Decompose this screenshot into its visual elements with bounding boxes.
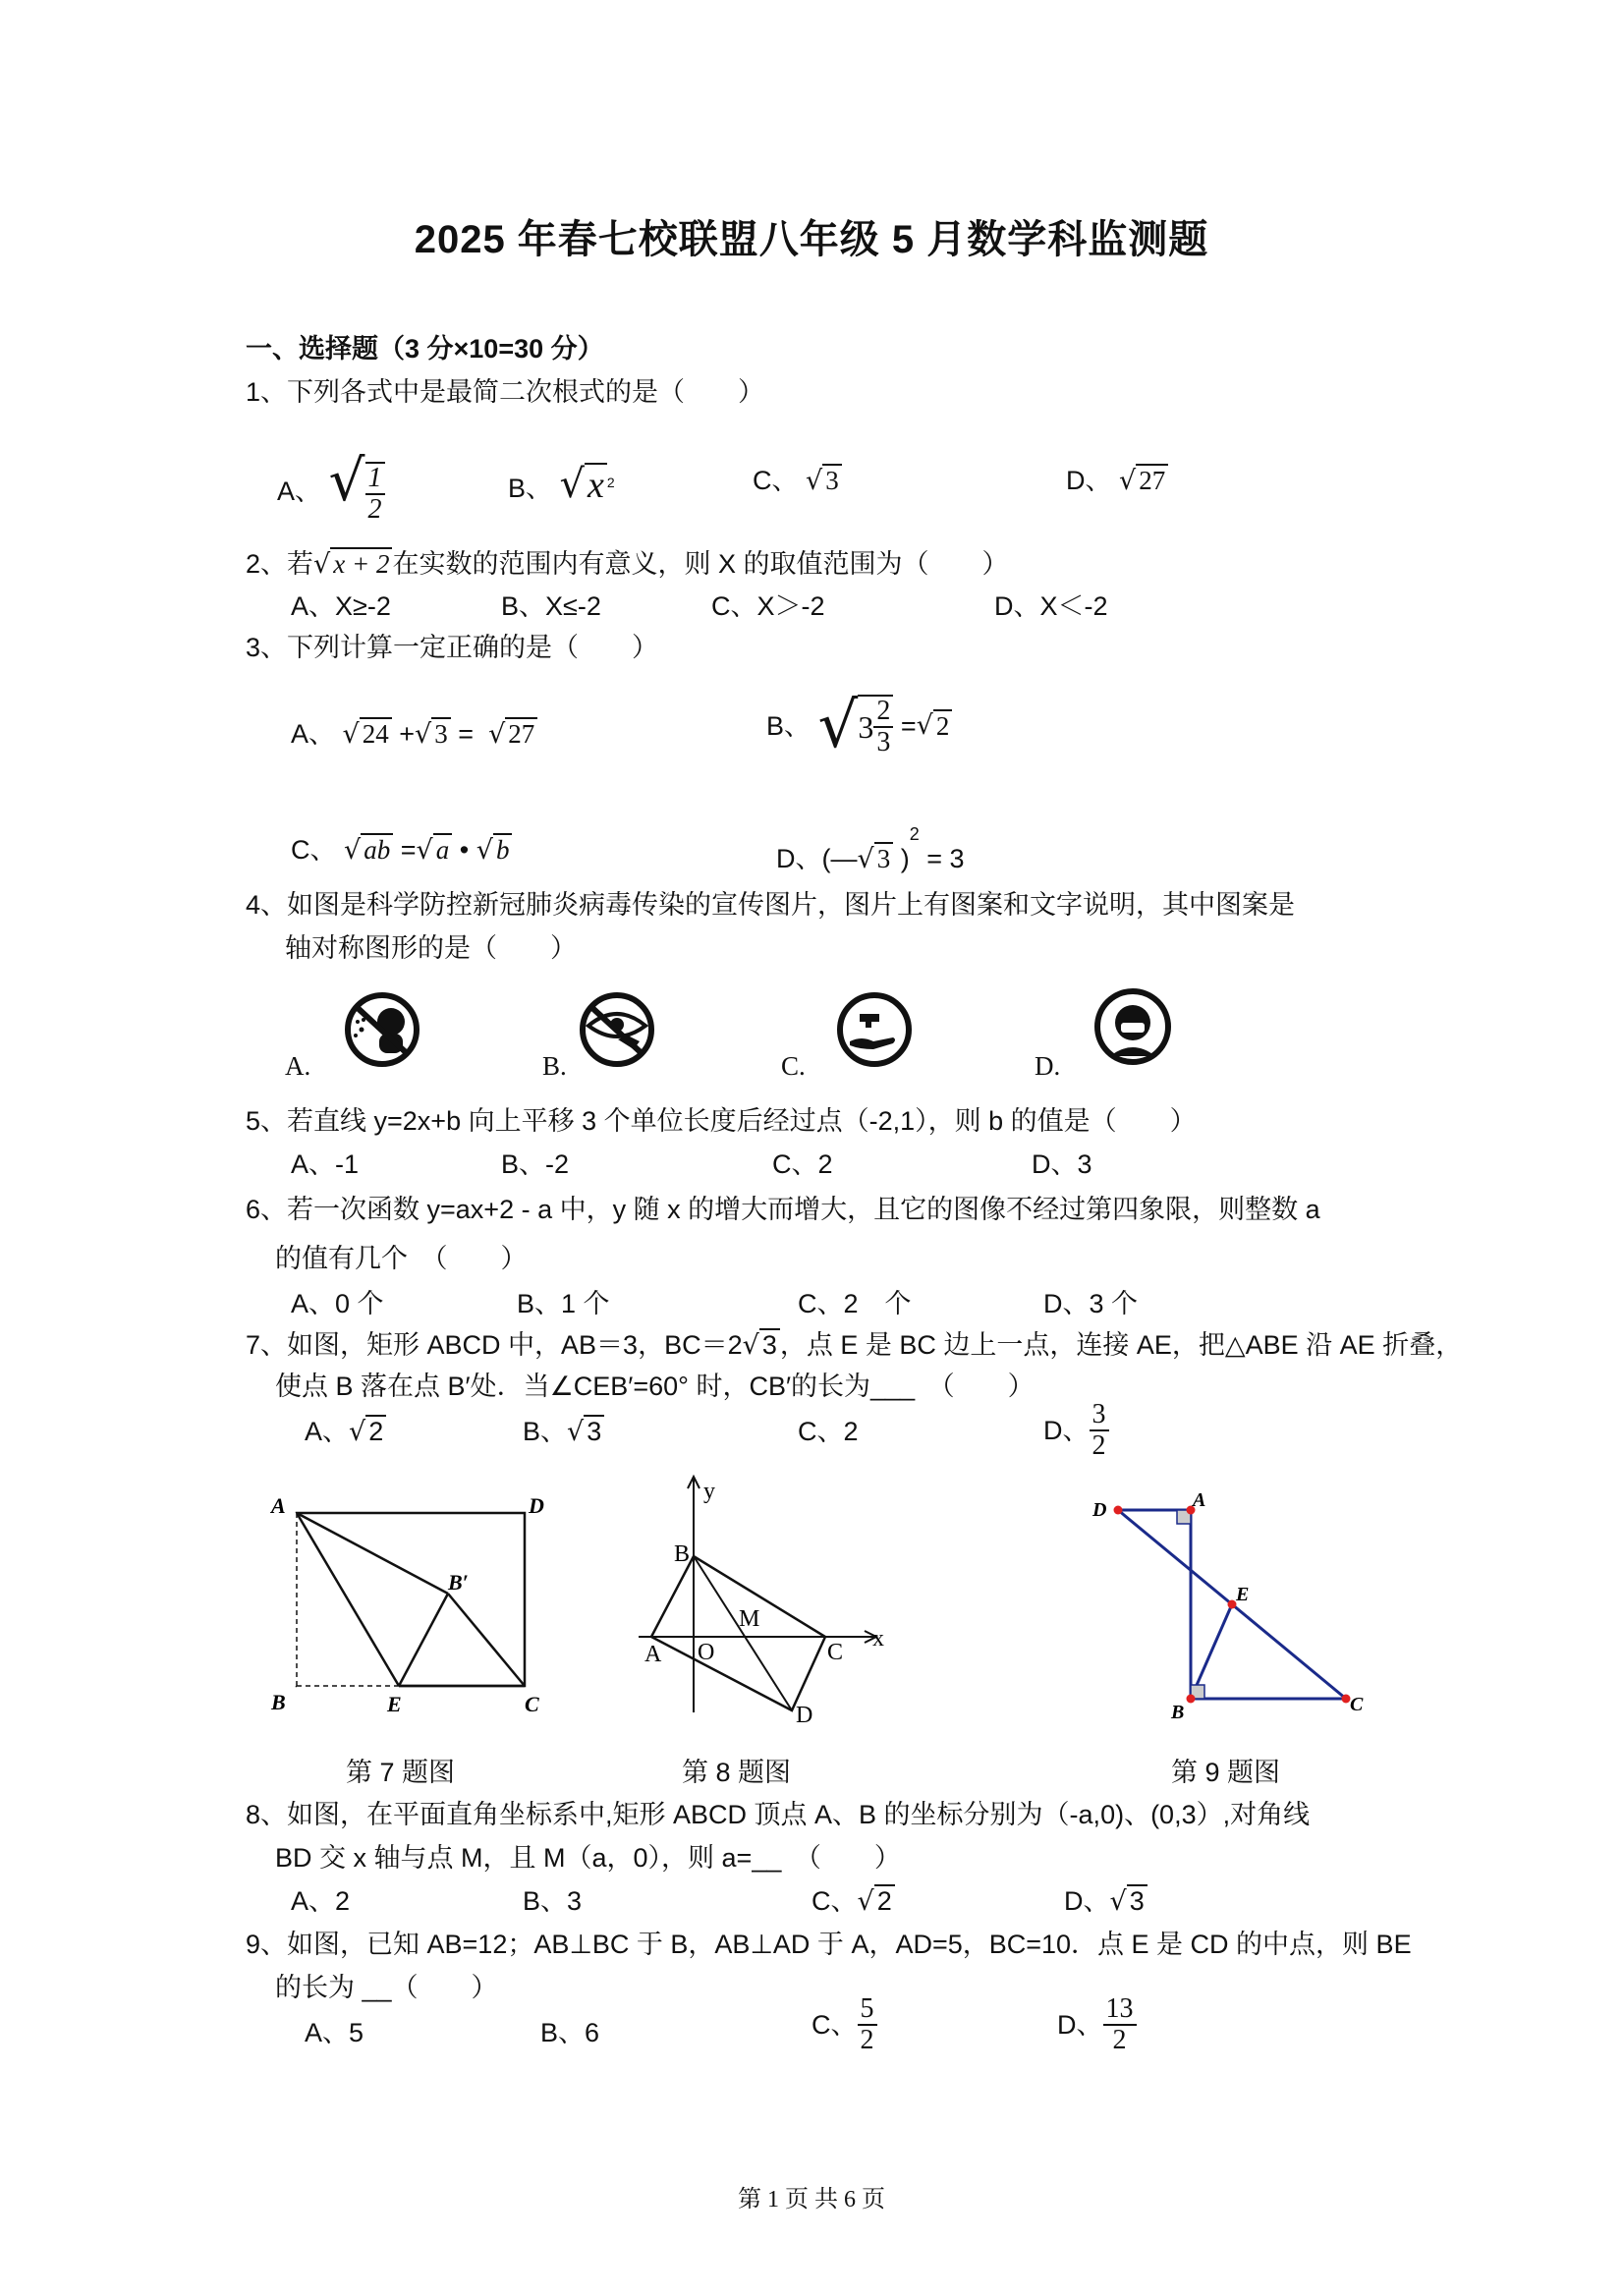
- section-heading: 一、选择题（3 分×10=30 分）: [246, 334, 604, 364]
- q1-option-a: [277, 447, 385, 525]
- fig8-label-a: A: [644, 1642, 662, 1667]
- fig8-label-b: B: [674, 1541, 691, 1567]
- q9-option-c: [812, 1994, 877, 2055]
- q8-c-label: C、: [812, 1886, 858, 1916]
- q7-b-rad: 3: [584, 1415, 604, 1446]
- q7-d-den: 2: [1091, 1430, 1106, 1461]
- q9-line2: 的长为 __（ ）: [275, 1973, 498, 2002]
- q7-a-rad: 2: [365, 1415, 386, 1446]
- fig7-label-b: B: [271, 1690, 286, 1714]
- figure-8: [609, 1469, 904, 1734]
- fig8-label-x: x: [872, 1626, 884, 1652]
- q3-option-c: C、 √ ab =√ a • √ b: [291, 833, 512, 868]
- q1-d-rad: 27: [1136, 464, 1168, 495]
- q4-line1: 4、如图是科学防控新冠肺炎病毒传染的宣传图片，图片上有图案和文字说明，其中图案是: [246, 890, 1296, 920]
- no-touch-eye-icon: [575, 992, 659, 1067]
- q1-c-rad: 3: [822, 464, 842, 495]
- q9-d-num: 13: [1103, 1994, 1137, 2026]
- fig9-label-d: D: [1092, 1499, 1107, 1521]
- q6-option-c: C、2 个: [798, 1289, 912, 1318]
- no-spray-icon: [340, 992, 424, 1067]
- q6-line2: 的值有几个 （ ）: [275, 1244, 528, 1273]
- q3-a-label: A、: [291, 719, 336, 749]
- q3-stem: 3、下列计算一定正确的是（ ）: [246, 633, 659, 662]
- q3-option-a: A、 √ 24 +√ 3 = √ 27: [291, 717, 537, 752]
- q8-option-b: B、3: [523, 1886, 583, 1916]
- q7-line1-pre: 7、如图，矩形 ABCD 中，AB＝3，BC＝2: [246, 1330, 743, 1360]
- q3-c-r3: b: [493, 833, 513, 865]
- fig7-label-a: A: [271, 1493, 286, 1518]
- q9-c-label: C、: [812, 2010, 858, 2040]
- fig8-label-o: O: [698, 1640, 715, 1665]
- q7-line1-rad: 3: [759, 1328, 780, 1360]
- q1-b-exp: 2: [606, 475, 615, 490]
- q5-stem: 5、若直线 y=2x+b 向上平移 3 个单位长度后经过点（-2,1），则 b 的值是（ ）: [246, 1106, 1197, 1136]
- fig8-label-d: D: [796, 1703, 813, 1728]
- q1-option-b: B、 √x $^2$: [508, 462, 615, 507]
- q6-option-d: D、3 个: [1043, 1289, 1139, 1318]
- figure-7-caption: 第 7 题图: [346, 1758, 456, 1787]
- q7-d-num: 3: [1090, 1400, 1109, 1431]
- figure-9-caption: 第 9 题图: [1171, 1758, 1281, 1787]
- q5-option-c: C、2: [772, 1149, 833, 1179]
- q3-a-eq: =: [458, 719, 475, 749]
- q7-option-b: B、√ 3: [523, 1415, 604, 1449]
- q5-option-a: A、-1: [291, 1149, 360, 1179]
- q8-line2: BD 交 x 轴与点 M，且 M（a，0），则 a=__ （ ）: [275, 1843, 901, 1873]
- q4-option-b: B.: [542, 1051, 567, 1081]
- q2-option-c: C、X＞-2: [711, 591, 825, 621]
- fig8-label-c: C: [827, 1640, 844, 1665]
- q9-d-den: 2: [1112, 2025, 1127, 2055]
- q2-stem-pre: 2、若: [246, 549, 314, 579]
- figure-7: [265, 1484, 560, 1719]
- q2-option-b: B、X≤-2: [501, 591, 601, 621]
- q3-b-den: 3: [876, 727, 891, 757]
- q1-b-label: B、: [508, 474, 553, 503]
- q1-option-d: D、 √ 27: [1066, 464, 1168, 498]
- q3-a-plus: +: [399, 719, 416, 749]
- q3-option-b: B、 √ 3 $\frac{2}{3}$ =√ 2: [766, 695, 952, 757]
- q7-line1: 7、如图，矩形 ABCD 中，AB＝3，BC＝2√ 3 ，点 E 是 BC 边上一点，连接 AE，把△ABE 沿 AE 折叠，: [246, 1330, 1463, 1361]
- q9-c-num: 5: [858, 1994, 877, 2026]
- q7-b-label: B、: [523, 1417, 568, 1446]
- q1-c-label: C、: [753, 466, 799, 495]
- q3-c-eq: =: [400, 835, 417, 865]
- q3-option-d: D、(—√ 3 )$^2$ = 3: [776, 824, 965, 874]
- q4-option-d: D.: [1035, 1051, 1061, 1081]
- q3-d-eq: = 3: [926, 844, 965, 873]
- mask-wearing-icon: [1091, 987, 1175, 1066]
- q9-d-label: D、: [1057, 2010, 1103, 2040]
- q6-option-b: B、1 个: [517, 1289, 610, 1318]
- hand-washing-icon: [832, 992, 917, 1067]
- q1-d-label: D、: [1066, 466, 1112, 495]
- q9-option-a: A、5: [305, 2018, 364, 2047]
- q1-a-den: 2: [367, 494, 382, 525]
- fig7-label-c: C: [525, 1692, 539, 1716]
- q7-d-label: D、: [1043, 1416, 1090, 1445]
- q3-b-eq: =: [900, 711, 917, 741]
- q3-d-label: D、(—: [776, 844, 858, 873]
- q8-option-a: A、2: [291, 1886, 351, 1916]
- q2-option-a: A、X≥-2: [291, 591, 391, 621]
- q3-c-r1: ab: [361, 833, 393, 865]
- page-footer: 第 1 页 共 6 页: [738, 2187, 885, 2212]
- q2-rad: x + 2: [330, 547, 392, 579]
- q3-c-label: C、: [291, 835, 337, 865]
- figure-9: [1081, 1479, 1375, 1724]
- fig7-label-e: E: [387, 1692, 402, 1716]
- q7-line2: 使点 B 落在点 B′处．当∠CEB′=60° 时，CB′的长为___ （ ）: [275, 1372, 1035, 1401]
- q9-option-b: B、6: [540, 2018, 600, 2047]
- q3-b-r: 2: [933, 709, 953, 741]
- fig8-label-y: y: [703, 1479, 715, 1504]
- q9-line1: 9、如图，已知 AB=12；AB⊥BC 于 B，AB⊥AD 于 A，AD=5，BC=10．点 E 是 CD 的中点，则 BE: [246, 1930, 1412, 1959]
- q7-option-d: [1043, 1400, 1109, 1461]
- q1-stem: 1、下列各式中是最简二次根式的是（ ）: [246, 377, 765, 407]
- fig7-label-d: D: [529, 1493, 544, 1518]
- q7-a-label: A、: [305, 1417, 350, 1446]
- q8-option-d: D、√ 3: [1064, 1884, 1147, 1919]
- q1-a-label: A、: [277, 476, 322, 507]
- q5-option-b: B、-2: [501, 1149, 570, 1179]
- q2-stem-post: 在实数的范围内有意义，则 X 的取值范围为（ ）: [392, 549, 1009, 579]
- q9-c-den: 2: [860, 2025, 874, 2055]
- q8-line1: 8、如图，在平面直角坐标系中,矩形 ABCD 顶点 A、B 的坐标分别为（-a,0)、(0,3）,对角线: [246, 1800, 1311, 1829]
- q3-d-close: ): [900, 844, 910, 873]
- fig9-label-c: C: [1350, 1694, 1364, 1715]
- q9-option-d: [1057, 1994, 1137, 2055]
- q6-line1: 6、若一次函数 y=ax+2 - a 中，y 随 x 的增大而增大，且它的图像不经过第四象限，则整数 a: [246, 1195, 1320, 1224]
- q3-d-exp: 2: [909, 824, 920, 844]
- fig9-label-a: A: [1193, 1489, 1206, 1511]
- q4-option-c: C.: [781, 1051, 806, 1081]
- q4-line2: 轴对称图形的是（ ）: [285, 933, 577, 963]
- q7-option-c: C、2: [798, 1417, 859, 1446]
- q8-d-label: D、: [1064, 1886, 1110, 1916]
- page-title: 2025 年春七校联盟八年级 5 月数学科监测题: [414, 218, 1209, 261]
- q3-b-whole: 3: [858, 709, 874, 745]
- q3-d-r: 3: [874, 842, 894, 873]
- q3-a-r1: 24: [360, 717, 392, 749]
- q1-b-var: x: [585, 463, 607, 506]
- fig8-label-m: M: [739, 1606, 760, 1632]
- q1-option-c: C、 √ 3: [753, 464, 842, 498]
- q3-b-label: B、: [766, 711, 812, 741]
- q3-c-dot: •: [459, 835, 470, 865]
- q3-a-r2: 3: [431, 717, 451, 749]
- q1-a-expr: √ $\frac{1}{2}$: [329, 462, 385, 525]
- q8-option-c: C、√ 2: [812, 1884, 895, 1919]
- q3-a-r3: 27: [505, 717, 537, 749]
- q3-c-r2: a: [433, 833, 453, 865]
- fig7-label-bprime: B′: [448, 1570, 469, 1595]
- figure-8-caption: 第 8 题图: [682, 1758, 792, 1787]
- q7-line1-post: ，点 E 是 BC 边上一点，连接 AE，把△ABE 沿 AE 折叠，: [779, 1330, 1463, 1360]
- q6-option-a: A、0 个: [291, 1289, 384, 1318]
- q5-option-d: D、3: [1032, 1149, 1092, 1179]
- q7-option-a: A、√ 2: [305, 1415, 386, 1449]
- fig9-label-b: B: [1171, 1702, 1185, 1723]
- q8-c-rad: 2: [874, 1884, 895, 1916]
- fig9-label-e: E: [1236, 1584, 1250, 1605]
- q4-option-a: A.: [285, 1051, 311, 1081]
- q3-b-num: 2: [873, 697, 893, 728]
- q2-option-d: D、X＜-2: [994, 591, 1108, 621]
- q2-stem: 2、若√ x + 2 在实数的范围内有意义，则 X 的取值范围为（ ）: [246, 549, 1009, 580]
- q1-a-num: 1: [365, 464, 385, 495]
- q8-d-rad: 3: [1127, 1884, 1147, 1916]
